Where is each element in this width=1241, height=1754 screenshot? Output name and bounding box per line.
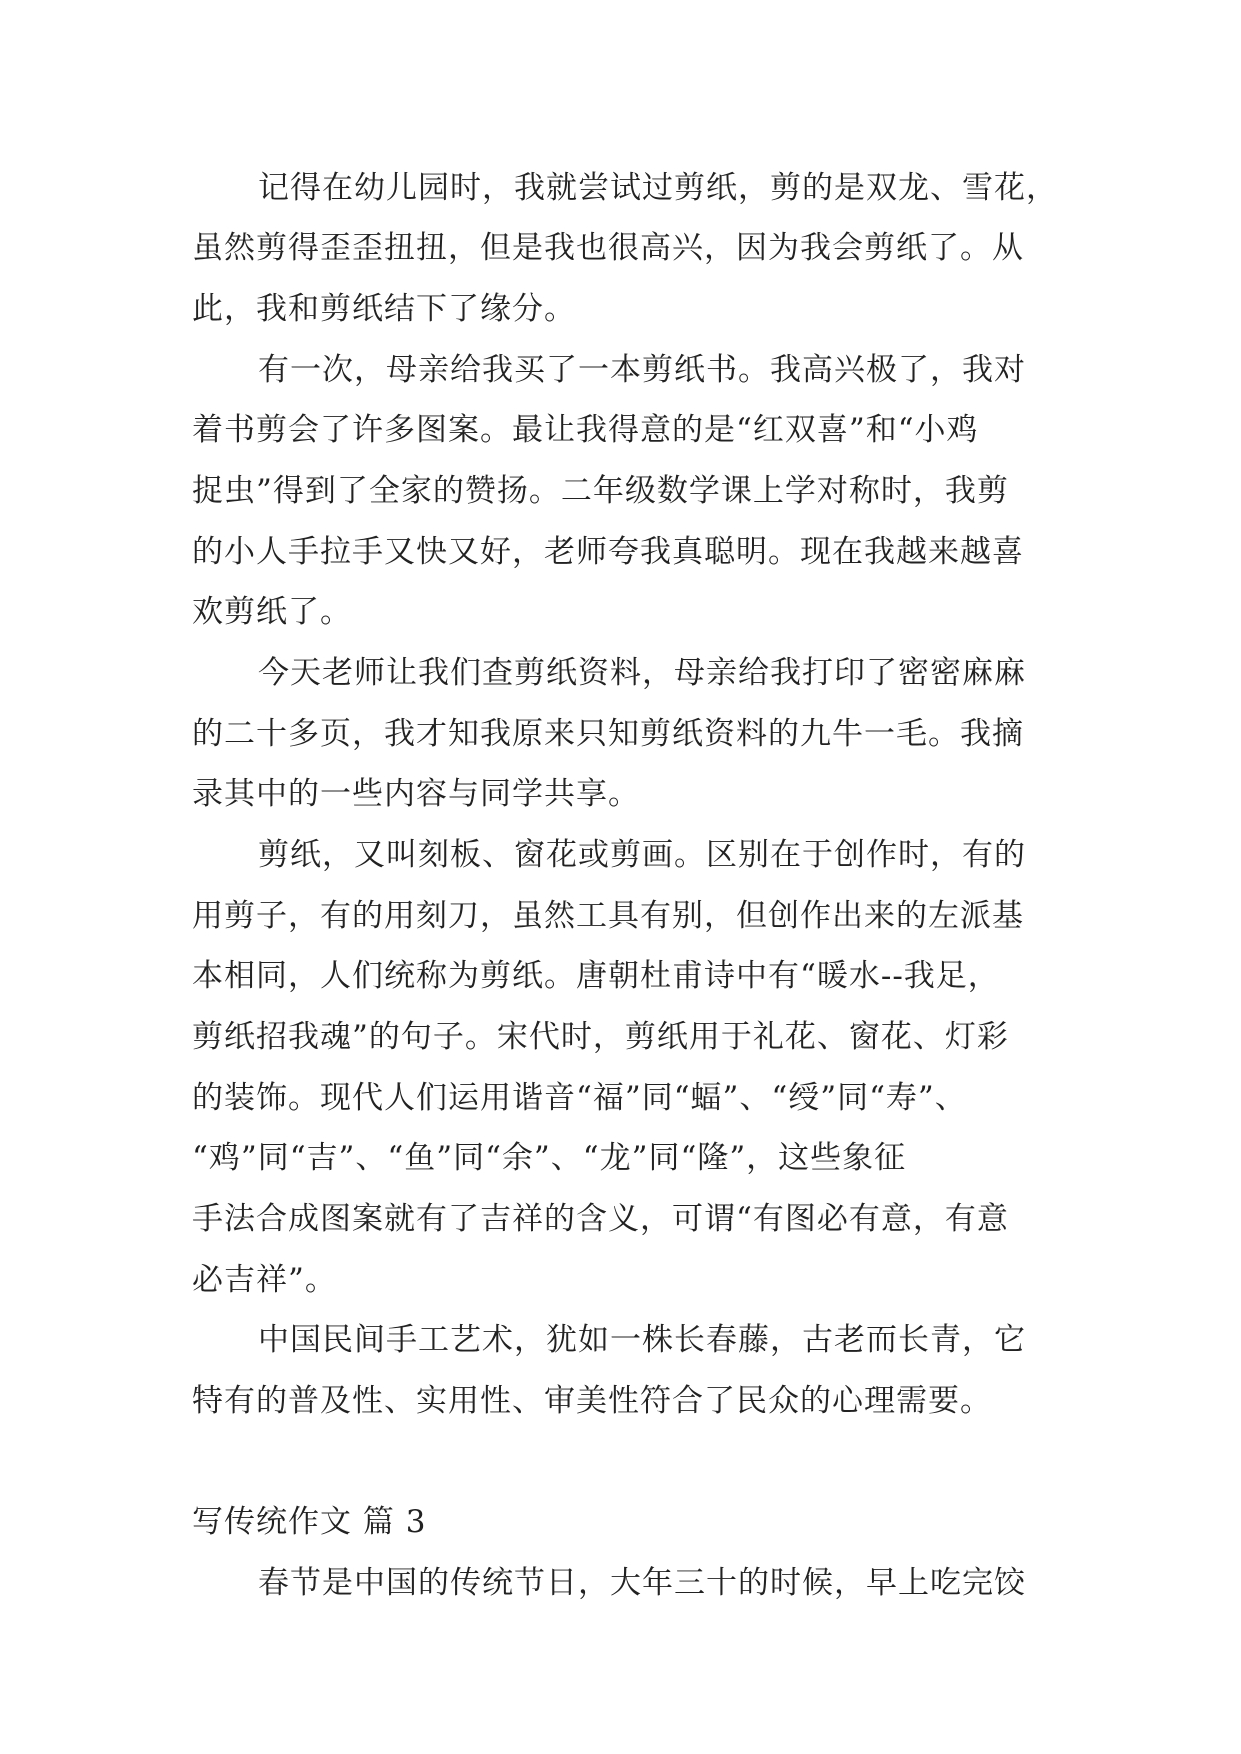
paragraph-line: 必吉祥”。 [192, 1262, 337, 1298]
paragraph-line: 录其中的一些内容与同学共享。 [192, 776, 640, 812]
paragraph-line: 的装饰。现代人们运用谐音“福”同“蝠”、“绶”同“寿”、 [192, 1080, 967, 1116]
paragraph-line: 剪纸招我魂”的句子。宋代时，剪纸用于礼花、窗花、灯彩 [192, 1019, 1009, 1055]
paragraph-line: 有一次，母亲给我买了一本剪纸书。我高兴极了，我对 [258, 352, 1026, 388]
paragraph-line: 的二十多页，我才知我原来只知剪纸资料的九牛一毛。我摘 [192, 716, 1024, 752]
section-heading: 写传统作文 篇 3 [192, 1504, 427, 1540]
paragraph-line: 的小人手拉手又快又好，老师夸我真聪明。现在我越来越喜 [192, 534, 1024, 570]
paragraph-line: 着书剪会了许多图案。最让我得意的是“红双喜”和“小鸡 [192, 412, 979, 448]
paragraph-line: 特有的普及性、实用性、审美性符合了民众的心理需要。 [192, 1383, 992, 1419]
paragraph-line: 捉虫”得到了全家的赞扬。二年级数学课上学对称时，我剪 [192, 473, 1009, 509]
paragraph-line: 用剪子，有的用刻刀，虽然工具有别，但创作出来的左派基 [192, 898, 1024, 934]
paragraph-line: 中国民间手工艺术，犹如一株长春藤，古老而长青，它 [258, 1322, 1026, 1358]
paragraph-line: 虽然剪得歪歪扭扭，但是我也很高兴，因为我会剪纸了。从 [192, 230, 1024, 266]
paragraph-line: 欢剪纸了。 [192, 594, 352, 630]
paragraph-line: 此，我和剪纸结下了缘分。 [192, 291, 576, 327]
paragraph-line: 春节是中国的传统节日，大年三十的时候，早上吃完饺 [258, 1565, 1026, 1601]
paragraph-line: “鸡”同“吉”、“鱼”同“余”、“龙”同“隆”，这些象征 [192, 1140, 907, 1176]
paragraph-line: 剪纸，又叫刻板、窗花或剪画。区别在于创作时，有的 [258, 837, 1026, 873]
paragraph-line: 今天老师让我们查剪纸资料，母亲给我打印了密密麻麻 [258, 655, 1026, 691]
paragraph-line: 手法合成图案就有了吉祥的含义，可谓“有图必有意，有意 [192, 1201, 1009, 1237]
paragraph-line: 记得在幼儿园时，我就尝试过剪纸，剪的是双龙、雪花， [258, 170, 1058, 206]
paragraph-line: 本相同，人们统称为剪纸。唐朝杜甫诗中有“暖水--我足， [192, 958, 1000, 994]
